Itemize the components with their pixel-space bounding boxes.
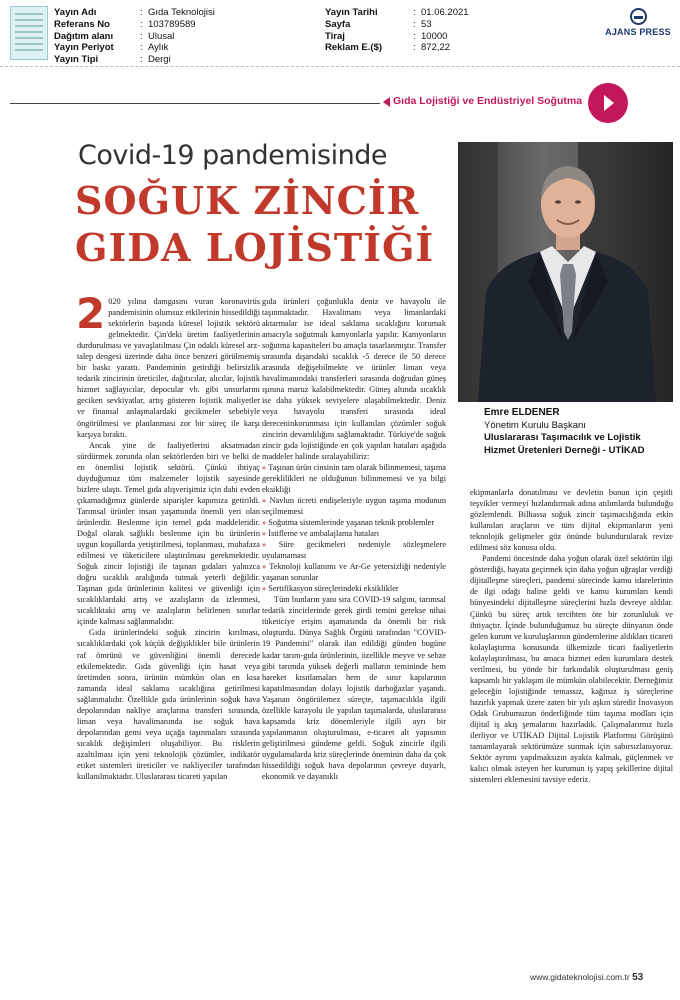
meta-row: Yayın Tipi : Dergi [54, 54, 171, 66]
meta-value: 53 [421, 18, 432, 30]
caption-role: Yönetim Kurulu Başkanı [484, 419, 586, 431]
article-paragraph: gıda ürünleri çoğunlukla deniz ve havayolu ile taşınmaktadır. Havalimanı veya limanlardaki aktarmalar ise ideal saklama sıcaklığını korumak amacıyla soğutmalı kamyonlarla yapılır. Kamyonların soğutma kapasiteleri bu amaçla tasarlanmıştır. Transfer sırasında dışarıdaki sıcaklık -5 derece ile 50 derece arasında değişebilmekte ve ürünler liman veya havalimanındaki transferleri sırasında doğrudan güneş ışınına maruz kalabilmektedir. Güneş altında sıcaklık ise daha yüksek seviyelere ulaşabilmektedir. Deniz veya havayolu transferi sırasında ideal dereceninkorunması için kullanılan çözümler soğuk zincirin devamlılığını sağlamaktadır. Türkiye'de soğuk zincir gıda lojistiğinde en çok yapılan hataları aşağıda maddeler halinde sıralayabiliriz: [262, 297, 446, 461]
globe-icon [630, 8, 647, 25]
list-item [262, 462, 446, 495]
meta-key: Sayfa [325, 18, 351, 30]
meta-row: Yayın Adı : Gıda Teknolojisi [54, 7, 215, 18]
section-rule [10, 103, 380, 104]
page-footer [530, 972, 643, 983]
list-item-text: Sertifikasyon süreçlerindeki eksiklikler [268, 584, 399, 594]
meta-key: Yayın Tarihi [325, 7, 378, 18]
page-thumbnail[interactable] [10, 6, 48, 60]
header-divider [0, 66, 680, 67]
bullet-arrow-icon: » [262, 584, 269, 594]
meta-key: Yayın Periyot [54, 42, 114, 54]
meta-key: Yayın Tipi [54, 54, 99, 66]
caption-org-line-2: Hizmet Üretenleri Derneği - UTİKAD [484, 444, 645, 456]
caption-org-line-1: Uluslararası Taşımacılık ve Lojistik [484, 432, 641, 443]
list-item [262, 495, 446, 517]
paragraph-text: 020 yılına damgasını vuran koronavirüs pandemisinin olumsuz etkilerinin hissedildiği sektörlerin başında küresel lojistik sektörü gelmektedir. Çin'deki üretim faaliyetlerinin durdurulması ve yavaşlatılması Çin odaklı küresel arz-talep dengesi üzerinde daha önce benzeri görülmemiş bir baskı yarattı. Pandeminin getirdiği belirsizlik tedarik zincirinin üreticiler, dağıtıcılar, alıcılar, lojistik hizmet sağlayıcılar, depocular vb. gibi unsurlarını geciken sevkiyatlar, artış gösteren lojistik maliyetler ve finansal anlaşmalardaki gecikmeler sebebiyle öngörülmesi ve planlanması zor bir süreç ile karşı karşıya bıraktı. [77, 297, 260, 439]
list-item-text: Soğutma sistemlerinde yaşanan teknik problemler [268, 517, 435, 527]
article-paragraph: Ancak yine de faaliyetlerini aksatmadan sürdürmek zorunda olan sektörlerden biri ve belki de en önemlisi lojistik sektörü. Çünkü ihtiyaç duyduğumuz tüm malzemeler lojistik sayesinde bizlere ulaştı. Temel gıda alışverişimiz için dahi evden çıkamadığımız günlerde siparişler kapımıza getirildi. Tarımsal ürünler insan yaşamında önemli yeri olan ürünlerdir. Beslenme için temel gıda maddeleridir. Doğal olarak sağlıklı beslenme için bu ürünlerin uygun koşullarda yetiştirilmesi, toplanması, muhafaza edilmesi ve tüketicilere ulaştırılması gerekmektedir. Soğuk zincir lojistiği ile taşınan gıdaları yalnızca doğru sıcaklık aralığında tutmak yeterli değildir. Taşınan gıda ürünlerinin kalitesi ve güvenliği için sıcaklıklardaki artış ve azalışların da izlenmesi, sıcaklıktaki artış ve azalışların belirlenen sınırlar içinde kalması sağlanmalıdır. [77, 440, 260, 627]
meta-value: 103789589 [148, 18, 196, 30]
article-paragraph: ekipmanlarla donatılması ve devletin bunun için çeşitli teşvikler vermeyi hızlandırmak adına atılımlarda bulunduğu gözlemlendi. Bilhassa soğuk zincir taşımacılığında etkin kullanılan araçların ve tüm dijital ekipmanların yeni teknolojik gelişmeler göz önünde bulundurularak revize edilmesi söz konusu oldu. [470, 488, 673, 553]
section-play-icon [588, 83, 628, 123]
meta-row: Referans No : 103789589 [54, 18, 196, 30]
bullet-arrow-icon: » [262, 540, 279, 550]
meta-key: Referans No [54, 18, 110, 30]
meta-row: Yayın Tarihi : 01.06.2021 [325, 7, 469, 18]
article-column-1 [76, 289, 260, 782]
meta-key: Dağıtım alanı [54, 30, 114, 42]
article-paragraph: Tüm bunların yanı sıra COVID-19 salgını, tarımsal tedarik zincirlerinde gerek girdi temini gerekse nihai tüketiciye erişim aşamasında da önemli bir risk oluşturdu. Dünya Sağlık Örgütü tarafından "COVID-19 Pandemisi" olarak ilan edildiği günden bugüne kadar tarım-gıda ürünlerinin, özellikle meyve ve sebze gibi tarımda yüksek değerli malların temininde hem hareket kısıtlamaları hem de sınır kapılarının kapatılmasından dolayı lojistik darboğazlar yaşandı. Yaşanan öngörülemez süreçte, taşımacılıkla ilgili özellikle karayolu ile yapılan taşımalarda, uluslararası kapsamda kriz dönemleriyle ilgili ayrı bir yapılanmanın oluşturulması, e-ticaret alt yapısının geliştirilmesi gündeme geldi. Soğuk zincirle ilgili uygulamalarda kriz süreçlerinde öneminin daha da çok hissedildiği soğuk hava depolarının çevreye duyarlı, ekonomik ve dayanıklı [262, 595, 446, 782]
list-item-text: Navlun ücreti endişeleriyle uygun taşıma modunun seçilmemesi [262, 495, 446, 516]
bullet-arrow-icon: » [262, 517, 269, 527]
meta-key: Yayın Adı [54, 7, 97, 18]
list-item [262, 539, 446, 561]
list-item-text: Süre gecikmeleri nedeniyle sözleşmelere uyulamaması [262, 540, 446, 561]
article-paragraph: Pandemi öncesinde daha yoğun olarak özel sektörün ilgi gösterdiği, hayata geçirmek için daha yoğun uğraşlar verdiği dijitalleşme süreçleri, pandemi sürecinde kamu idarelerinin de ilgi odağı haline geldi ve kamu kurumları kendi bünyesindeki dijitalleşme süreçlerini hızla devreye aldılar. Çünkü bu süreç artık tercihten öte bir zorunluluk ve ihtiyaçtır. İçinde bulunduğumuz bu süreçte dünyanın önde gelen kurum ve kuruluşlarının gündemlerine aldıkları ticareti kolaylaştırma konusunda ülkemizde ticari faaliyetlerin kolaylaştırılması, bu amaca hizmet eden kurumlara destek verilmesi, bu yönde bir farkındalık oluşturulması geniş kapsamlı bir yaklaşım ile mümkün olabilecektir. Derneğimiz geleceğin lojistiğinde temassız, kağıtsız iş süreçlerine hazırlık yapmak üzere zaten bir yılı aşkın süredir İnovasyon Odak Grubumuzun önderliğinde tüm taşıma modları için dijital iş akış şemalarını hazırladık. Çalışmalarımız hızla ilerliyor ve UTİKAD Dijital Lojistik Platformu Görüşünü tamamlayarak sektörümüze sunmak için sabırsızlanıyoruz. Sektör ayrımı yapılmaksızın ayakta kalmak, güçlenmek ve kalıcı olmak isteyen her kurumun iş yapış şekillerine dijital sistemleri eklemesini tavsiye ederiz. [470, 554, 673, 785]
drop-cap: 2 [76, 289, 106, 338]
portrait-photo [458, 142, 673, 402]
list-item [262, 528, 446, 539]
list-item-text: İstifleme ve ambalajlama hataları [268, 528, 380, 538]
meta-value: 10000 [421, 30, 448, 42]
headline-line-1: SOĞUK ZİNCİR [75, 178, 420, 223]
meta-left [54, 7, 215, 66]
meta-row: Reklam E.($) : 872,22 [325, 42, 451, 54]
meta-row: Sayfa : 53 [325, 18, 432, 30]
article-column-2 [262, 296, 446, 782]
meta-row: Yayın Periyot : Aylık [54, 42, 169, 54]
page-number: 53 [632, 972, 644, 983]
article-column-3 [470, 487, 673, 785]
meta-key: Reklam E.($) [325, 42, 383, 54]
logo-text: AJANS PRESS [605, 27, 671, 37]
meta-value: Gıda Teknolojisi [148, 7, 215, 18]
list-item [262, 517, 446, 528]
headline-line-2: GIDA LOJİSTİĞİ [75, 225, 435, 270]
bullet-arrow-icon: » [262, 562, 270, 572]
clipping-header [0, 0, 680, 70]
article-paragraph [76, 289, 260, 440]
list-item-text: Taşınan ürün cinsinin tam olarak bilinmemesi, taşıma gereklilikleri ne olduğunun bilinmemesi ve ya bilgi eksikliği [262, 462, 446, 494]
footer-url[interactable]: www.gidateknolojisi.com.tr [530, 972, 630, 982]
headline-kicker: Covid-19 pandemisinde [78, 140, 387, 171]
meta-value: Dergi [148, 54, 171, 66]
meta-value: Ulusal [148, 30, 175, 42]
ajans-press-logo [603, 8, 673, 37]
meta-key: Tiraj [325, 30, 345, 42]
bullet-arrow-icon: » [262, 495, 270, 505]
meta-value: 872,22 [421, 42, 451, 54]
list-item [262, 561, 446, 583]
bullet-arrow-icon: » [262, 528, 269, 538]
section-arrow-icon [383, 97, 390, 107]
section-title: Gıda Lojistiği ve Endüstriyel Soğutma [393, 95, 583, 107]
meta-value: 01.06.2021 [421, 7, 469, 18]
meta-right [325, 7, 469, 54]
list-item-text: Teknoloji kullanımı ve Ar-Ge yetersizliği nedeniyle yaşanan sorunlar [262, 562, 446, 583]
meta-value: Aylık [148, 42, 169, 54]
bullet-arrow-icon: » [262, 462, 269, 472]
portrait-illustration [458, 142, 673, 402]
article-paragraph: Gıda ürünlerindeki soğuk zincirin kırılması, sıcaklıklardaki çok küçük değişiklikler bile ürünlerin raf ömrünü ve güvenliğini önemli derecede etkilemektedir. Gıda güvenliği için hasat veya üretimden sonra, ürünün mümkün olan en kısa zamanda ideal saklama sıcaklığına getirilmesi sağlanmalıdır. Özellikle gıda ürünlerinin soğuk hava depolarından nakliye araçlarına transferi sırasında, liman veya havalimanında ise soğuk hava depolarından gemi veya uçağa taşınmaları sırasında sıcaklık değişimleri oluşabiliyor. Bu risklerin azaltılması için yeni teknolojik çözümler, indikatör etiket sistemleri üreticiler ve nakliyeciler tarafından kullanılmaktadır. Uluslararası ticareti yapılan [77, 628, 260, 782]
caption-name: Emre ELDENER [484, 407, 560, 418]
list-item [262, 583, 446, 594]
meta-row: Dağıtım alanı : Ulusal [54, 30, 175, 42]
photo-caption [484, 407, 644, 457]
meta-row: Tiraj : 10000 [325, 30, 448, 42]
